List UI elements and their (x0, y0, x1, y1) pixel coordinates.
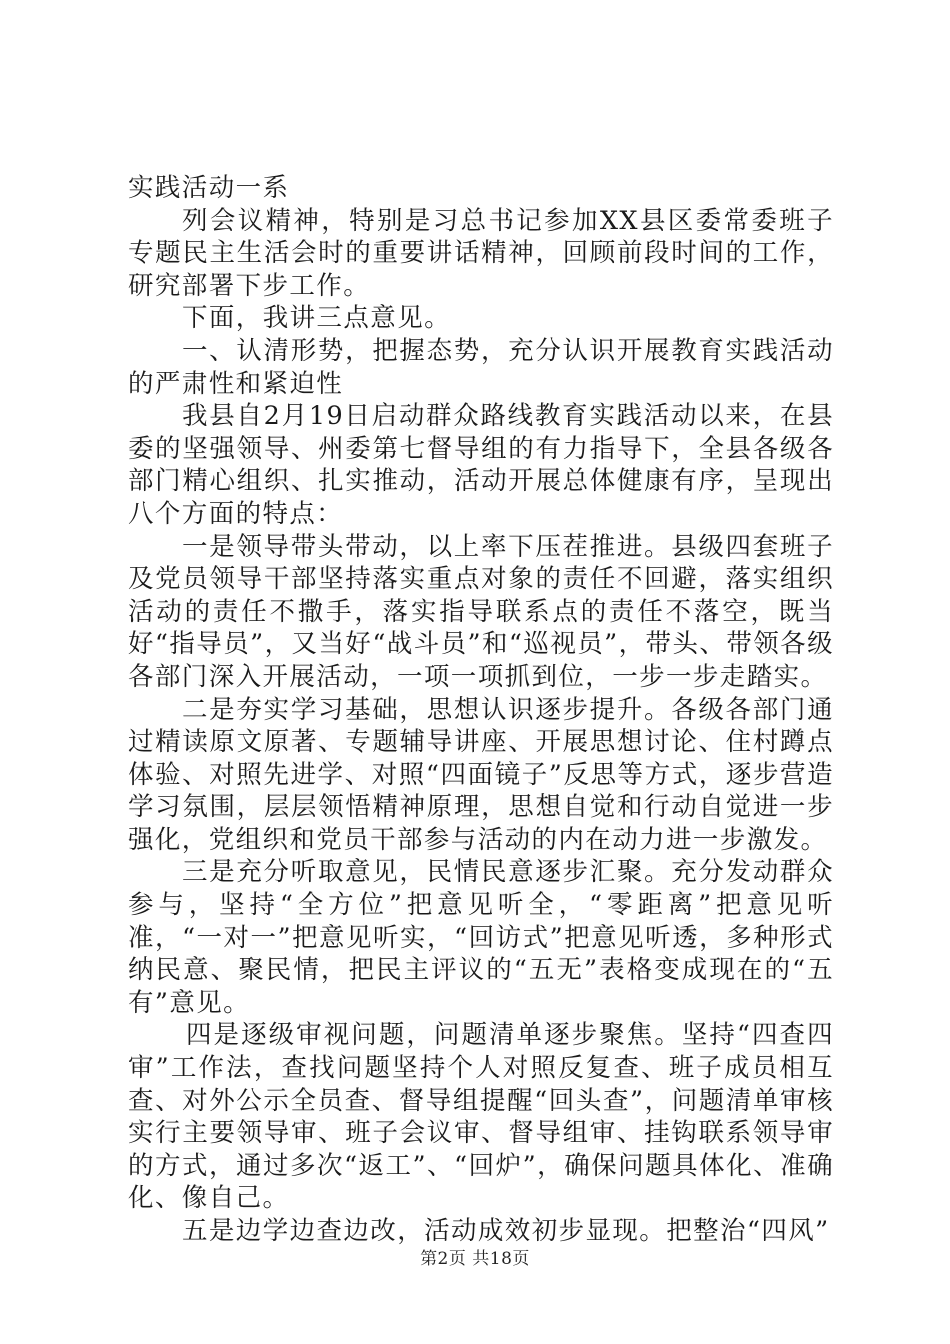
document-body (128, 172, 834, 1248)
paragraph-point-1: 一是领导带头带动，以上率下压茬推进。县级四套班子及党员领导干部坚持落实重点对象的责任不回避，落实组织活动的责任不撒手，落实指导联系点的责任不落空，既当好“指导员”，又当好“战斗员”和“巡视员”，带头、带领各级各部门深入开展活动，一项一项抓到位，一步一步走踏实。 (128, 531, 834, 692)
paragraph-point-3: 三是充分听取意见，民情民意逐步汇聚。充分发动群众参与，坚持“全方位”把意见听全，“零距离”把意见听准，“一对一”把意见听实，“回访式”把意见听透，多种形式纳民意、聚民情，把民主评议的“五无”表格变成现在的“五有”意见。 (128, 857, 834, 1018)
paragraph-intro: 下面，我讲三点意见。 (182, 303, 452, 334)
paragraph-continuation-1: 实践活动一系 (128, 173, 290, 203)
paragraph-overview: 我县自2月19日启动群众路线教育实践活动以来，在县委的坚强领导、州委第七督导组的有力指导下，全县各级各部门精心组织、扎实推动，活动开展总体健康有序，呈现出八个方面的特点： (128, 401, 834, 529)
section-heading-1: 一、认清形势，把握态势，充分认识开展教育实践活动的严肃性和紧迫性 (128, 335, 834, 399)
paragraph-point-5: 五是边学边查边改，活动成效初步显现。把整治“四风” (182, 1216, 830, 1246)
paragraph-point-4: 四是逐级审视问题，问题清单逐步聚焦。坚持“四查四审”工作法，查找问题坚持个人对照反复查、班子成员相互查、对外公示全员查、督导组提醒“回头查”，问题清单审核实行主要领导审、班子会议审、督导组审、挂钩联系领导审的方式，通过多次“返工”、“回炉”，确保问题具体化、准确化、像自己。 (128, 1020, 834, 1214)
paragraph-continuation-2: 列会议精神，特别是习总书记参加XX县区委常委班子专题民主生活会时的重要讲话精神，回顾前段时间的工作，研究部署下步工作。 (128, 205, 834, 301)
paragraph-point-2: 二是夯实学习基础，思想认识逐步提升。各级各部门通过精读原文原著、专题辅导讲座、开展思想讨论、住村蹲点体验、对照先进学、对照“四面镜子”反思等方式，逐步营造学习氛围，层层领悟精神原理，思想自觉和行动自觉进一步强化，党组织和党员干部参与活动的内在动力进一步激发。 (128, 694, 834, 855)
page-number-footer: 第2页 共18页 (420, 1249, 530, 1269)
